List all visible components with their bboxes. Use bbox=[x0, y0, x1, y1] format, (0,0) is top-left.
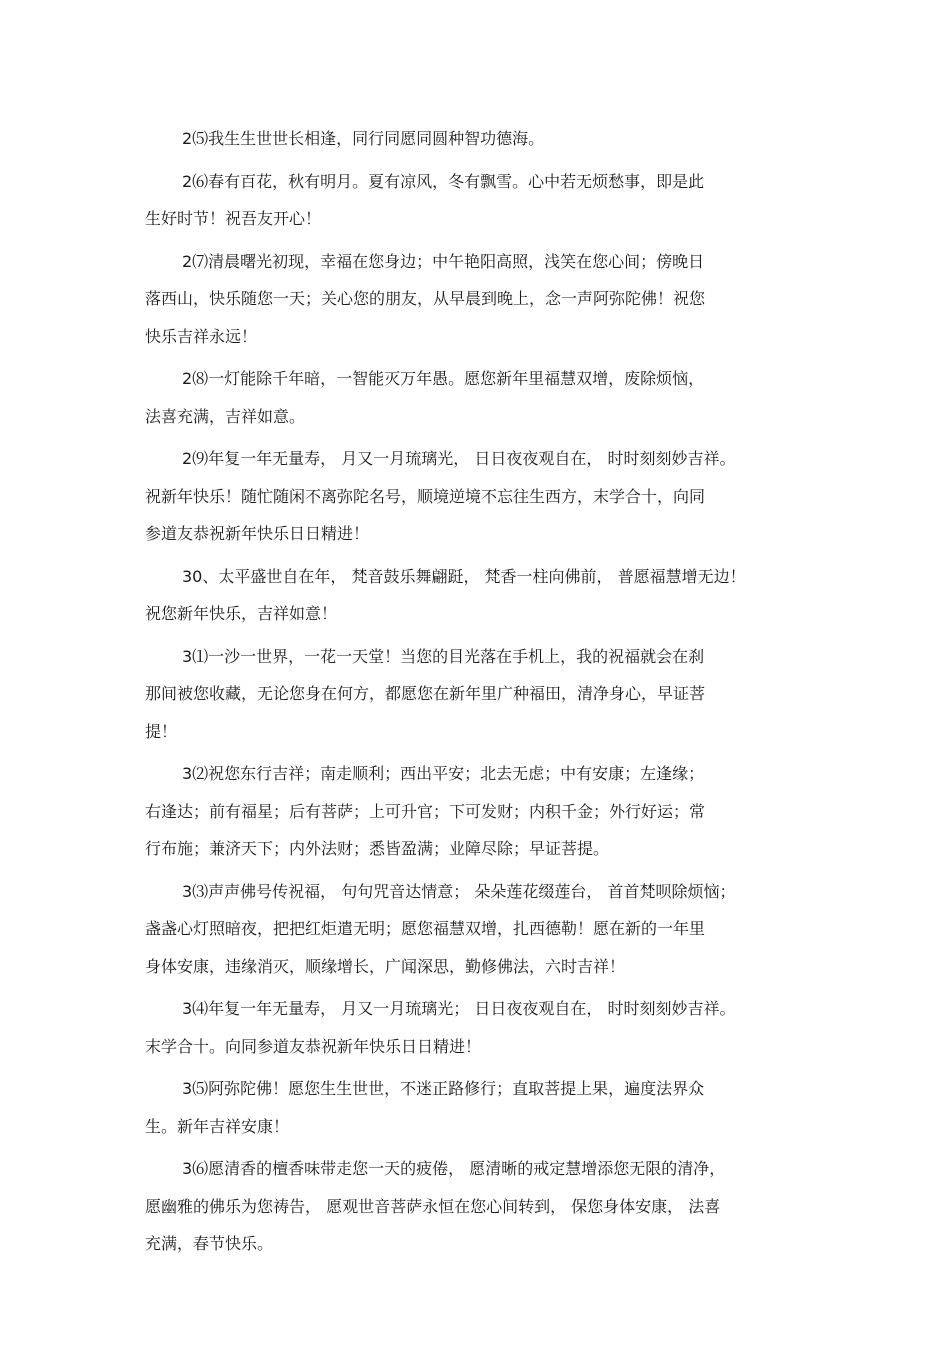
paragraph-line: 末学合十。向同参道友恭祝新年快乐日日精进！ bbox=[145, 1036, 482, 1056]
paragraph-line: 2⑻一灯能除千年暗，一智能灭万年愚。愿您新年里福慧双增，废除烦恼， bbox=[182, 369, 705, 388]
paragraph bbox=[145, 1150, 815, 1263]
paragraph-line: 参道友恭祝新年快乐日日精进！ bbox=[145, 524, 370, 543]
paragraph-line: 3⑶声声佛号传祝福， 句句咒音达情意； 朵朵莲花缀莲台， 首首梵呗除烦恼； bbox=[182, 881, 736, 901]
paragraph-line: 充满，春节快乐。 bbox=[145, 1234, 274, 1253]
paragraph bbox=[145, 243, 815, 356]
paragraph bbox=[145, 990, 815, 1065]
paragraph-line: 提！ bbox=[145, 721, 178, 741]
paragraph-line: 行布施；兼济天下；内外法财；悉皆盈满；业障尽除；早证菩提。 bbox=[145, 839, 610, 858]
paragraph bbox=[145, 360, 815, 435]
paragraph-line: 那间被您收藏，无论您身在何方，都愿您在新年里广种福田，清净身心，早证菩 bbox=[145, 684, 706, 703]
paragraph-line: 法喜充满，吉祥如意。 bbox=[145, 406, 306, 426]
paragraph-line: 30、太平盛世自在年， 梵音鼓乐舞翩跹， 梵香一柱向佛前， 普愿福慧增无边！ bbox=[182, 566, 746, 586]
paragraph-line: 快乐吉祥永远！ bbox=[145, 326, 258, 346]
paragraph-line: 3⑷年复一年无量寿， 月又一月琉璃光； 日日夜夜观自在， 时时刻刻妙吉祥。 bbox=[182, 999, 736, 1018]
paragraph bbox=[145, 558, 815, 633]
paragraph-line: 盏盏心灯照暗夜，把把红炬遣无明；愿您福慧双增，扎西德勒！愿在新的一年里 bbox=[145, 919, 706, 938]
paragraph-line: 祝新年快乐！随忙随闲不离弥陀名号，顺境逆境不忘往生西方，末学合十，向同 bbox=[145, 486, 706, 506]
paragraph-line: 2⑼年复一年无量寿， 月又一月琉璃光， 日日夜夜观自在， 时时刻刻妙吉祥。 bbox=[182, 449, 736, 468]
paragraph-line: 2⑸我生生世世长相逢，同行同愿同圆种智功德海。 bbox=[182, 129, 545, 148]
paragraph bbox=[145, 873, 815, 986]
paragraph-line: 2⑹春有百花，秋有明月。夏有凉风，冬有飘雪。心中若无烦愁事，即是此 bbox=[182, 171, 705, 191]
paragraph bbox=[145, 440, 815, 553]
paragraph-line: 生好时节！祝吾友开心！ bbox=[145, 209, 322, 228]
paragraph bbox=[145, 163, 815, 238]
paragraph-line: 右逢达；前有福星；后有菩萨；上可升官；下可发财；内积千金；外行好运；常 bbox=[145, 801, 706, 821]
paragraph-line: 生。新年吉祥安康！ bbox=[145, 1116, 290, 1136]
paragraph-line: 3⑹愿清香的檀香味带走您一天的疲倦， 愿清晰的戒定慧增添您无限的清净， bbox=[182, 1159, 726, 1178]
paragraph bbox=[145, 1070, 815, 1145]
paragraph bbox=[145, 638, 815, 751]
paragraph bbox=[145, 120, 815, 158]
paragraph-line: 2⑺清晨曙光初现，幸福在您身边；中午艳阳高照，浅笑在您心间；傍晚日 bbox=[182, 251, 705, 271]
paragraph-line: 3⑴一沙一世界，一花一天堂！当您的目光落在手机上，我的祝福就会在刹 bbox=[182, 646, 705, 666]
paragraph-line: 祝您新年快乐，吉祥如意！ bbox=[145, 604, 338, 623]
paragraph-line: 落西山，快乐随您一天；关心您的朋友，从早晨到晚上，念一声阿弥陀佛！祝您 bbox=[145, 289, 706, 308]
paragraph bbox=[145, 755, 815, 868]
document-body bbox=[145, 120, 815, 1268]
paragraph-line: 3⑵祝您东行吉祥；南走顺利；西出平安；北去无虑；中有安康；左逢缘； bbox=[182, 764, 705, 783]
paragraph-line: 愿幽雅的佛乐为您祷告， 愿观世音菩萨永恒在您心间转到， 保您身体安康， 法喜 bbox=[145, 1196, 721, 1216]
paragraph-line: 身体安康，违缘消灭，顺缘增长，广闻深思，勤修佛法，六时吉祥！ bbox=[145, 956, 626, 976]
paragraph-line: 3⑸阿弥陀佛！愿您生生世世，不迷正路修行；直取菩提上果，遍度法界众 bbox=[182, 1079, 705, 1098]
